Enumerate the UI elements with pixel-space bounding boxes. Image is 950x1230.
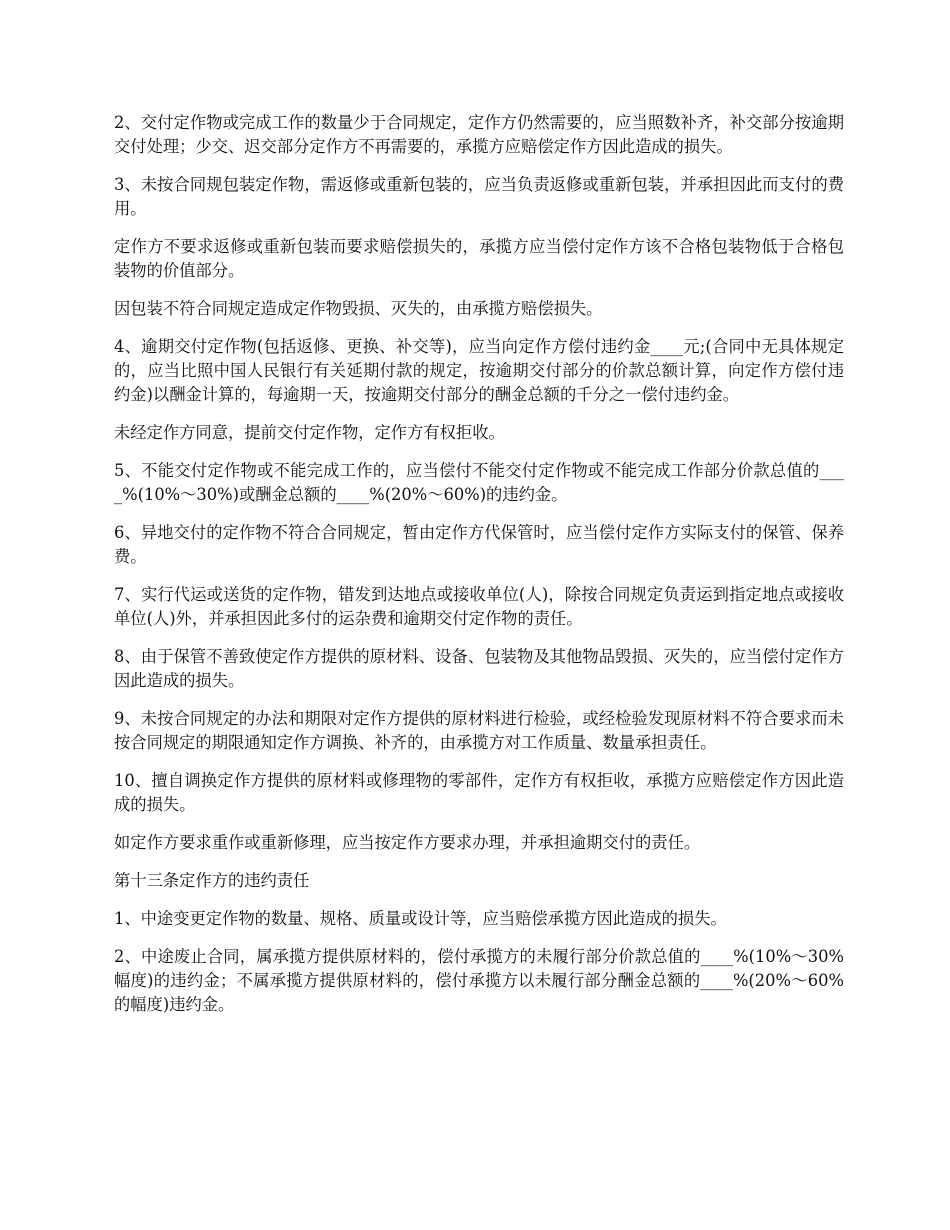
paragraph-1: 2、交付定作物或完成工作的数量少于合同规定，定作方仍然需要的，应当照数补齐，补交部分按逾期交付处理；少交、迟交部分定作方不再需要的，承揽方应赔偿定作方因此造成的损失。 — [114, 113, 844, 156]
paragraph-8: 6、异地交付的定作物不符合合同规定，暂由定作方代保管时，应当偿付定作方实际支付的保管、保养费。 — [114, 523, 844, 566]
paragraph-3: 定作方不要求返修或重新包装而要求赔偿损失的，承揽方应当偿付定作方该不合格包装物低于合格包装物的价值部分。 — [114, 237, 844, 280]
paragraph-6: 未经定作方同意，提前交付定作物，定作方有权拒收。 — [114, 423, 505, 442]
paragraph-10: 8、由于保管不善致使定作方提供的原材料、设备、包装物及其他物品毁损、灭失的，应当偿付定作方因此造成的损失。 — [114, 647, 844, 690]
section-heading: 第十三条定作方的违约责任 — [114, 871, 310, 890]
paragraph-2: 3、未按合同规包装定作物，需返修或重新包装的，应当负责返修或重新包装，并承担因此而支付的费用。 — [114, 175, 844, 218]
paragraph-11: 9、未按合同规定的办法和期限对定作方提供的原材料进行检验，或经检验发现原材料不符合要求而未按合同规定的期限通知定作方调换、补齐的，由承揽方对工作质量、数量承担责任。 — [114, 709, 844, 752]
paragraph-13: 如定作方要求重作或重新修理，应当按定作方要求办理，并承担逾期交付的责任。 — [114, 833, 701, 852]
paragraph-16: 2、中途废止合同，属承揽方提供原材料的，偿付承揽方的未履行部分价款总值的____%(10%～30%幅度)的违约金；不属承揽方提供原材料的，偿付承揽方以未履行部分酬金总额的____%(20%～60%的幅度)违约金。 — [114, 947, 844, 1014]
paragraph-4: 因包装不符合同规定造成定作物毁损、灭失的，由承揽方赔偿损失。 — [114, 299, 603, 318]
paragraph-5: 4、逾期交付定作物(包括返修、更换、补交等)，应当向定作方偿付违约金____元;(合同中无具体规定的，应当比照中国人民银行有关延期付款的规定，按逾期交付部分的价款总额计算，向定作方偿付违约金)以酬金计算的，每逾期一天，按逾期交付部分的酬金总额的千分之一偿付违约金。 — [114, 337, 844, 404]
paragraph-7: 5、不能交付定作物或不能完成工作的，应当偿付不能交付定作物或不能完成工作部分价款总值的____%(10%～30%)或酬金总额的____%(20%～60%)的违约金。 — [114, 461, 844, 504]
document-body — [114, 111, 844, 1031]
paragraph-15: 1、中途变更定作物的数量、规格、质量或设计等，应当赔偿承揽方因此造成的损失。 — [114, 909, 727, 928]
paragraph-9: 7、实行代运或送货的定作物，错发到达地点或接收单位(人)，除按合同规定负责运到指定地点或接收单位(人)外，并承担因此多付的运杂费和逾期交付定作物的责任。 — [114, 585, 844, 628]
paragraph-12: 10、擅自调换定作方提供的原材料或修理物的零部件，定作方有权拒收，承揽方应赔偿定作方因此造成的损失。 — [114, 771, 844, 814]
